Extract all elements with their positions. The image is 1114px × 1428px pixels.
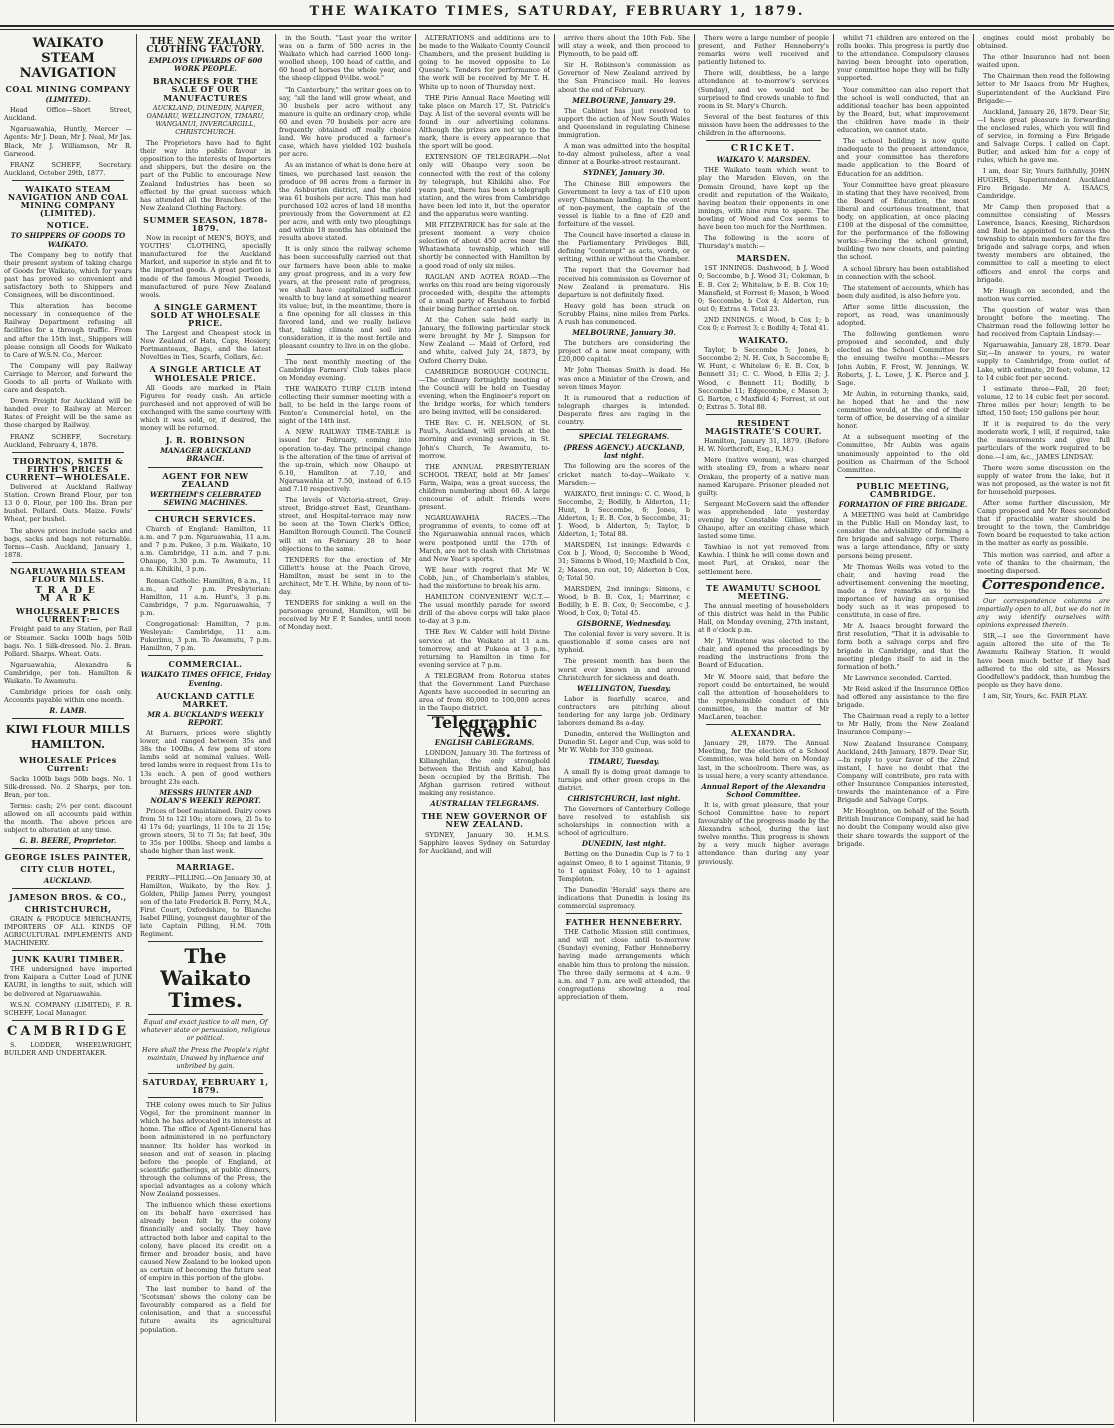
telegram-text: Mr John Thomas Smith is dead. He was once a Minister of the Crown, and seven times Mayor. bbox=[558, 366, 690, 391]
telegram-text: arrive there about the 10th Feb. She will stay a week, and then proceed to Plymouth, to be paid off. bbox=[558, 34, 690, 59]
telegram-text: The Governors of Canterbury College have resolved to establish six scholarships in connection with a school of agriculture. bbox=[558, 804, 690, 838]
article-text: Mr W. Moore said, that before the report could be entertained, he would call the attention of householders to the reprehensible conduct of this committee, in the matter of Mr MacLaren, teacher. bbox=[698, 672, 829, 722]
score-text: 1ST INNINGS. Dashwood, b J. Wood 0; Seccombe, b J. Wood 31; Coleman, b E. B. Cox 2; Whitelaw, b E. B. Cox 10; Mansfield, st Forrest 6; Mason, b Wood 0; Seccombe, b Cox 4; Alderton, run out 0; Extras 4. Total 23. bbox=[698, 264, 829, 313]
separator bbox=[12, 562, 124, 563]
column-5 bbox=[558, 34, 690, 1422]
separator bbox=[12, 888, 124, 889]
telegram-text: The colonial fever is very severe. It is questionable if some cases are not typhoid. bbox=[558, 630, 690, 655]
ad-heading: THE NEW ZEALAND CLOTHING FACTORY. bbox=[146, 37, 265, 56]
ad-heading: A SINGLE ARTICLE AT WHOLESALE PRICE. bbox=[149, 364, 262, 383]
news-item: CAMBRIDGE BOROUGH COUNCIL.—The ordinary fortnightly meeting of the Council will be held on Tuesday evening, when the Engineer's report on the bridge works, for which tenders are being invited, will be considered. bbox=[419, 367, 550, 417]
dateline: MELBOURNE, January 29. bbox=[572, 95, 676, 105]
article-text: Your Committee have great pleasure in stating that they have received, from the Board of Education, the most liberal and courteous treatment, that body, on application, at once placing £100 at the disposal of the committee, for the performance of the following works:—Fencing the school ground, building two new closets, and painting the school. bbox=[837, 180, 969, 262]
ad-text: Cambridge prices for cash only. Accounts payable within one month. bbox=[4, 688, 132, 705]
ad-text: The Proprietors have had to fight their way into public favour in opposition to the interests of Importers and shippers, but the desire on the part of the Public to encourage New Zealand Industries has been so effected by the great success which has attended all the Branches of the New Zealand Clothing Factory. bbox=[140, 139, 271, 212]
section-subheading: WAIKATO V. MARSDEN. bbox=[716, 155, 811, 165]
article-text: There were a large number of people present, and Father Henneberry's remarks were well received and patiently listened to. bbox=[698, 34, 829, 67]
article-text: THE Catholic Mission still continues, and will not close until to-morrow (Sunday) evening, Father Henneberry having made arrangements which enable him thus to prolong the mission. The three daily sermons at 4 a.m. 9 a.m. and 7 p.m. are well attended, the congregations showing a real appreciation of them. bbox=[558, 928, 690, 1001]
section-subheading: SPECIAL TELEGRAMS. bbox=[578, 432, 670, 442]
telegram-text: Dunedin, entered the Wellington and Dunedin St. Leger and Cup, was sold to Mr W. Webb for 350 guineas. bbox=[558, 730, 690, 755]
telegram-text: LONDON, January 30. The fortress of Killanghilan, the only stronghold between the British and Kabul, has been occupied by the British. The Afghan garrison retired without making any resistance. bbox=[419, 748, 550, 798]
masthead-rule bbox=[0, 25, 1114, 27]
news-item: TENDERS for the erection of Mr Gillett's house at the Peach Grove, Hamilton, must be sent in to the architect, Mr T. H. White, by noon of to-day. bbox=[279, 555, 411, 597]
column-8 bbox=[977, 34, 1110, 1422]
separator bbox=[12, 1020, 124, 1021]
separator bbox=[706, 724, 821, 725]
article-text: Mr Thomas Wells was voted to the chair, and having read the advertisement convening the meeting, made a few remarks as to the importance of having an organised body such as it was proposed to constitute, in case of fire. bbox=[837, 562, 969, 620]
editorial-text: As an instance of what is done here at times, we purchased last season the produce of 98 acres from a farmer in the Ashburton district, and the yield was 61 bushels per acre. This man had purchased 102 acres of land 18 months previously from the Government at £2 per acre, and with only two ploughings and within 18 months has obtained the results above stated. bbox=[279, 161, 411, 243]
ad-heading: WHOLESALE PRICES CURRENT:— bbox=[15, 606, 121, 625]
separator bbox=[12, 452, 124, 453]
motto: Equal and exact justice to all men, Of whatever state or persuasion, religious or political. bbox=[140, 1018, 271, 1043]
separator bbox=[566, 913, 682, 914]
news-item: The next monthly meeting of the Cambridge Farmers' Club takes place on Monday evening. bbox=[279, 357, 411, 382]
article-text: Sergeant McGovern said the offender was apprehended late yesterday evening by Constable Gillies, near Ohaupo, after an exciting chase which lasted some time. bbox=[698, 499, 829, 541]
article-text: The following gentlemen were proposed and seconded, and duly elected as the School Committee for the ensuing twelve months:—Messrs John Aubin, F. Frost, W. Jennings, W. Roberts, J. L. Lowe, J. K. Pierce and J. Sage. bbox=[837, 330, 969, 387]
news-item: RAGLAN AND AOTEA ROAD.—The works on this road are being vigorously proceeded with, despite the attempts of a small party of Hauhaus to forbid their being further carried on. bbox=[419, 272, 550, 313]
article-text: January 29, 1879. The Annual Meeting, for the election of a School Committee, was held here on Monday last, in the schoolroom. There was, as is usual here, a very scanty attendance. bbox=[698, 739, 829, 780]
ad-heading: AGENT FOR NEW ZEALAND bbox=[162, 470, 249, 489]
ad-heading: KIWI FLOUR MILLS HAMILTON. bbox=[5, 723, 131, 752]
section-title: Telegraphic News. bbox=[431, 713, 538, 741]
dateline: SATURDAY, FEBRUARY 1, 1879. bbox=[142, 1076, 269, 1095]
article-text: Roman Catholic: Hamilton, 8 a.m., 11 a.m., and 7 p.m. Presbyterian: Hamilton, 11 a.m. Hunt's, 3 p.m. Cambridge, 7 p.m. Ngaruawahia, 7 p.m. bbox=[140, 576, 271, 617]
article-text: PERRY—PILLING.—On January 30, at Hamilton, Waikato, by the Rev. J. Golden, Philip James Perry, youngest son of the late Frederick B. Perry, M.A., First Court, Oxfordshire, to Blanche Isabel Pilling, youngest daughter of the late Captain Pilling, H.M. 70th Regiment. bbox=[140, 873, 271, 939]
ad-text: Terms: cash; 2½ per cent. discount allowed on all accounts paid within the month. The above prices are subject to alteration at any time. bbox=[4, 801, 132, 835]
article-text: The question of water was then brought before the meeting. The Chairman read the following letter he had received from Captain Lindsay:— bbox=[977, 305, 1110, 339]
newspaper-title: The Waikato Times. bbox=[160, 944, 251, 1013]
ad-text: FRANZ SCHEFF, Secretary. Auckland, February 4, 1878. bbox=[4, 432, 132, 449]
section-heading: AUCKLAND CATTLE MARKET. bbox=[156, 690, 255, 709]
article-text: After some little discussion, the report, as read, was unanimously adopted. bbox=[837, 302, 969, 328]
telegram-text: The following are the scores of the cricket match to-day—Waikato v. Marsden:— bbox=[558, 462, 690, 487]
article-text: engines could most probably be obtained. bbox=[977, 34, 1110, 51]
ad-text: This alteration has become necessary in consequence of the Railway Department refusing all facilities for a through traffic. From and after the 15th inst., Shippers will please consign all Goods for Waikato to Care of W.S.N. Co., Mercer. bbox=[4, 302, 132, 359]
ad-heading: WAIKATO STEAM NAVIGATION AND COAL MINING COMPANY (LIMITED). bbox=[7, 183, 129, 219]
article-text: It is, with great pleasure, that your School Committee have to report favourably of the progress made by the Alexandra school, during the last twelve months. This progress is shown by a very much higher average attendance than during any year previously. bbox=[698, 800, 829, 866]
disclaimer: Our correspondence columns are impartially open to all, but we do not in any way identify ourselves with opinions expressed therein. bbox=[977, 596, 1110, 630]
dateline: CHRISTCHURCH, last night. bbox=[567, 793, 681, 803]
news-item: A NEW RAILWAY TIME-TABLE is issued for February, coming into operation to-day. The principal change is the alteration of the time of arrival of the up-train, which now Ohaupo at 6.10, Hamilton at 7.10, and Ngaruawahia at 7.50, instead of 6.15 and 7.10 respectively. bbox=[279, 428, 411, 493]
section-heading: CHURCH SERVICES. bbox=[154, 513, 257, 524]
ad-text: FRANZ SCHEFF, Secretary. Auckland, October 29th, 1877. bbox=[4, 160, 132, 177]
column-6 bbox=[698, 34, 829, 1422]
article-text: If it is required to do the very moderate work, I will, if required, take the measurements and give full particulars of the work required to be done.—I am, &c., JAMES LINDSAY. bbox=[977, 420, 1110, 461]
news-item: ALTERATIONS and additions are to be made to the Waikato County Council Chambers, and the present building is going to be moved opposite to Le Quesne's. Tenders for performance of the work will be received by Mr T. H. White up to noon of Thursday next. bbox=[419, 34, 550, 91]
ad-heading: JUNK KAURI TIMBER. bbox=[12, 954, 124, 965]
ad-heading: NGARUAWAHIA STEAM FLOUR MILLS. bbox=[10, 565, 126, 584]
editorial-text: It is only since the railway scheme has been successfully carried out that our farmers have been able to make any great progress, and in a very few years, at the present rate of progress, we shall have capitalized sufficient wealth to buy land at something nearer its value; but, in the meantime, there is a fine opening for all classes in this favored land, and we really believe that, taking climate and soil into consideration, it is the most fertile and pleasant country to live in on the globe. bbox=[279, 245, 411, 351]
ad-text: Sacks 100lb bags 50lb bags. No. 1 Silk-dressed. No. 2 Sharps, per ton. Bran, per ton. bbox=[4, 774, 132, 799]
column-1 bbox=[4, 34, 132, 1422]
news-item: TENDERS for sinking a well on the parsonage ground, Hamilton, will be received by Mr F. P. Sandes, until noon of Monday next. bbox=[279, 599, 411, 632]
editorial-text: THE colony owes much to Sir Julius Vogel, for the prominent manner in which he has advocated its interests at home. The office of Agent-General has been administered in no perfunctory manner. Its holder has worked in season and out of season in placing before the people of England, at scientific gatherings, at public dinners, through the columns of the Press, the special advantages as a colony which New Zealand possesses. bbox=[140, 1101, 271, 1199]
column-4 bbox=[419, 34, 550, 1422]
separator bbox=[12, 848, 124, 849]
ad-text: The above prices include sacks and bags, sacks and bags not returnable. Terms—Cash. Auckland, January 1, 1878. bbox=[4, 526, 132, 559]
telegram-text: SYDNEY, January 30. H.M.S. Sapphire leaves Sydney on Saturday for Auckland, and will bbox=[419, 830, 550, 855]
bottom-rule bbox=[0, 1424, 1114, 1425]
column-divider bbox=[415, 34, 416, 1422]
article-text: There were some discussion on the supply of water from the lake, but it was not proposed, as the water is not fit for household purposes. bbox=[977, 463, 1110, 496]
article-text: whilst 71 children are entered on the rolls books. This progress is partly due to the attendance. Compulsory clauses having been brought into operation, your committee hope they will be fully supported. bbox=[837, 34, 969, 83]
article-text: Mr Hough on seconded, and the motion was carried. bbox=[977, 286, 1110, 303]
score-text: Taylor, b Seccombe 5; Jones, b Seccombe 2; N. H. Cox, b Seccombe 8; W. Hunt, c Whitelaw 6; E. B. Cox, b Bennett 31; C. C. Wood, b Ellis 2; J. Wood, c Bennett 11; Bodilly, b Seccombe 11; Edgecombe, c Mason 3; G. Barton, c Maxfield 4; Forrest, st out 0; Extras 5. Total 88. bbox=[698, 346, 829, 411]
section-heading: ALEXANDRA. bbox=[731, 728, 796, 739]
article-text: There will, doubtless, be a large attendance at to-morrow's services (Sunday), and we would not be surprised to find crowds unable to find room in St. Mary's Church. bbox=[698, 69, 829, 110]
telegram-text: The present month has been the worst ever known in and around Christchurch for sickness and death. bbox=[558, 657, 690, 682]
column-2 bbox=[140, 34, 271, 1422]
ad-heading: NOTICE. bbox=[46, 220, 90, 231]
section-subheading: Annual Report of the Alexandra School Committee. bbox=[701, 781, 826, 799]
article-text: I am, dear Sir, Yours faithfully, JOHN HUGHES, Superintendent Auckland Fire Brigade. Mr A. ISAACS, Cambridge. bbox=[977, 167, 1110, 200]
telegram-text: MARSDEN, 1st innings: Edwards c Cox b J. Wood, 0; Seccombe b Wood, 31; Simons b Wood, 10; Maxfield b Cox, 2; Mason, run out, 10; Alderton b Cox, 0; Total 50. bbox=[558, 541, 690, 582]
telegram-text: Sir H. Robinson's commission as Governor of New Zealand arrived by the San Francisco mail. He leaves about the end of February. bbox=[558, 61, 690, 94]
separator bbox=[566, 429, 682, 430]
separator bbox=[845, 477, 961, 478]
ad-subheading: WERTHEIM'S CELEBRATED SEWING MACHINES. bbox=[149, 489, 262, 507]
ad-text: The Company beg to notify that their present system of taking charge of Goods for Waikato, which for years past has proved so convenient and satisfactory both to Shippers and Consignees, will be discontinued. bbox=[4, 250, 132, 300]
ad-subheading: MANAGER AUCKLAND BRANCH. bbox=[160, 446, 251, 464]
article-text: The annual meeting of householders of this district was held in the Public Hall, on Monday evening, 27th instant, at 8 o'clock p.m. bbox=[698, 601, 829, 635]
article-text: Tawhiao is not yet removed from Kawhia. I think he will come down and meet Parl, at Orakei, near the settlement here. bbox=[698, 543, 829, 576]
ad-heading: COAL MINING COMPANY bbox=[5, 84, 131, 94]
column-divider bbox=[694, 34, 695, 1422]
article-text: A MEETING was held at Cambridge in the Public Hall on Monday last, to consider the advisability of forming a fire brigade and salvage corps. There was a large attendance, fifty or sixty persons being present. bbox=[837, 511, 969, 560]
ad-subheading: AUCKLAND. bbox=[43, 875, 93, 885]
news-item: The levels of Victoria-street, Grey-street, Bridge-street East, Grantham-street, and Hospital-terrace may now be seen at the Town Clerk's Office, Hamilton Borough Council. The Council will sit on February 28 to hear objections to the same. bbox=[279, 496, 411, 553]
article-text: Church of England: Hamilton, 11 a.m. and 7 p.m. Ngaruawahia, 11 a.m. and 7 p.m. Pukeo, 3 p.m. Waikato, 10 a.m. Cambridge, 11 a.m. and 7 p.m. Ohaupo, 3.30 p.m. Te Awamutu, 11 a.m. Kihikihi, 3 p.m. bbox=[140, 524, 271, 574]
ad-heading: THORNTON, SMITH & FIRTH'S PRICES CURRENT—WHOLESALE. bbox=[5, 455, 131, 482]
letter-text: I am, Sir, Yours, &c. FAIR PLAY. bbox=[983, 691, 1088, 700]
article-text: Mere (native woman), was charged with stealing £9, from a whare near Orakau, the property of a native man named Karupare. Prisoner pleaded not guilty. bbox=[698, 456, 829, 497]
ad-text: Now in receipt of MEN'S, BOYS, and YOUTHS' CLOTHING, specially manufactured for the Auckland Market, and superior in style and fit to the imported goods. A great portion is made of the famous Mosgiel Tweeds, manufactured of pure New Zealand wools. bbox=[140, 234, 271, 299]
ad-text: The Company will pay Railway Carriage to Mercer, and forward the Goods to all ports of Waikato with care and despatch. bbox=[4, 361, 132, 395]
dateline: GISBORNE, Wednesday. bbox=[576, 619, 672, 629]
section-subheading: AUSTRALIAN TELEGRAMS. bbox=[430, 799, 539, 809]
dateline: WELLINGTON, Tuesday. bbox=[576, 683, 671, 693]
editorial-text: "In Canterbury," the writer goes on to say, "all the land will grow wheat, and 30 bushels per acre without any manure is quite an ordinary crop, while 60 and even 70 bushels per acre are frequently obtained off really choice land. We have produced a farmer's case, which have yielded 102 bushels per acre. bbox=[279, 85, 411, 159]
separator bbox=[287, 354, 403, 355]
editorial-text: The influence which these exertions on its behalf have exercised has already been felt by the colony financially and socially. They have attracted both labor and capital to the colony, have placed its credit on a firmer and broader basis, and have caused New Zealand to be looked upon as certain of becoming the future seat of empire in this portion of the globe. bbox=[140, 1201, 271, 1282]
separator bbox=[12, 718, 124, 719]
news-item: EXTENSION OF TELEGRAPH.—Not only will Ohaupo very soon be connected with the rest of the colony by telegraph, but Kihikihi also. For years past, there has been a telegraph station, and the wires from Cambridge have been led into it, but the operator and the apparatus were wanting. bbox=[419, 153, 550, 218]
telegram-text: It is rumoured that a reduction of telegraph charges is intended. Desperate fires are raging in the country. bbox=[558, 393, 690, 427]
ad-subheading: (LIMITED). bbox=[45, 95, 91, 105]
ad-heading: CITY CLUB HOTEL, bbox=[20, 864, 116, 875]
column-divider bbox=[833, 34, 834, 1422]
ad-text: Ngaruawahia, Huntly, Mercer — Agents: Mr J. Dean, Mr J. Neal, Mr Jas. Black, Mr J. Williamson, Mr R. Garwood. bbox=[4, 125, 132, 158]
separator bbox=[148, 655, 263, 656]
article-text: Several of the best features of this mission have been the addresses to the children in the afternoons. bbox=[698, 112, 829, 138]
ad-heading: JAMESON BROS. & CO., bbox=[9, 891, 127, 902]
section-title: Correspondence. bbox=[981, 577, 1106, 593]
ad-text: Head Office—Short Street, Auckland. bbox=[4, 106, 132, 123]
separator bbox=[706, 414, 821, 415]
section-subheading: MESSRS HUNTER AND NOLAN'S WEEKLY REPORT. bbox=[150, 787, 261, 805]
motto: Here shall the Press the People's right maintain, Unawed by influence and unbribed by gain. bbox=[142, 1045, 269, 1070]
article-text: Auckland, January 26, 1879. Dear Sir,—I have great pleasure in forwarding the enclosed rules, which you will find of service, in forming a Fire Brigade and Salvage Corps. I called on Capt. Butler, and asked him for a copy of rules, which he gave me. bbox=[977, 107, 1110, 165]
ad-text: W.S.N. COMPANY (LIMITED), F. R. SCHEFF, Local Manager. bbox=[4, 1000, 132, 1017]
article-text: Mr Houghton, on behalf of the South British Insurance Company, said he had no doubt the Company would also give their share towards the support of the brigade. bbox=[837, 807, 969, 848]
section-heading: FATHER HENNEBERRY. bbox=[565, 917, 683, 928]
news-item: A TELEGRAM from Rotorua states that the Government Land Purchase Agents have succeeded in securing an area of from 80,000 to 100,000 acres in the Taupo district. bbox=[419, 671, 550, 713]
score-heading: MARSDEN. bbox=[736, 253, 791, 264]
trade-mark: TRADE MARK bbox=[35, 586, 101, 605]
telegram-text: MARSDEN, 2nd innings: Simons, c Wood, b B. B. Cox, 1; Marriner, c Bodilly, b E. B. Cox, 0; Seccombe, c J. Wood, b Cox, 0; Total 45. bbox=[558, 584, 690, 617]
article-text: The statement of accounts, which has been duly audited, is also before you. bbox=[837, 283, 969, 300]
ad-heading: J. R. ROBINSON bbox=[165, 435, 246, 446]
masthead-rule-thin bbox=[0, 29, 1114, 30]
column-divider bbox=[973, 34, 974, 1422]
telegram-text: Labor is fearfully scarce, and contractors are pitching about tendering for any large job. Ordinary laborers demand 8s a-day. bbox=[558, 694, 690, 728]
ad-heading: CAMBRIDGE bbox=[7, 1023, 129, 1039]
news-item: At the Cohen sale held early in January, the following particular stock were brought by Mr J. Simpson for New Zealand — Maid of Orford, red and white, calved July 24, 1873, by Oxford Cherry Duke. bbox=[419, 316, 550, 365]
separator bbox=[148, 1073, 263, 1074]
telegram-text: The Cabinet has just resolved to support the action of New South Wales and Queensland in regulating Chinese immigration. bbox=[558, 106, 690, 140]
telegram-text: The butchers are considering the project of a new meat company, with £20,000 capital. bbox=[558, 339, 690, 364]
section-heading: CRICKET. bbox=[730, 144, 797, 155]
article-text: Ngaruawahia, January 28, 1879. Dear Sir,—In answer to yours, re water supply to Cambridge, from outlet of Lake, with estimate, 20 feet; volume, 12 to 14 cubic feet per second. bbox=[977, 341, 1110, 382]
article-text: The other Insurance had not been waited upon. bbox=[977, 53, 1110, 70]
ad-text: Ngaruawahia, Alexandra & Cambridge, per ton. Hamilton & Waikato. Te Awamutu. bbox=[4, 660, 132, 685]
dateline: (PRESS AGENCY.) AUCKLAND, last night. bbox=[563, 443, 685, 461]
separator bbox=[12, 180, 124, 181]
column-divider bbox=[136, 34, 137, 1422]
score-text: 2ND INNINGS. c Wood, b Cox 1; b Cox 0; c Forrest 3; c Bodilly 4; Total 41. bbox=[698, 315, 829, 332]
article-text: At a subsequent meeting of the Committee, Mr Aubin was again unanimously appointed to the old position as Chairman of the School Committee. bbox=[837, 433, 969, 474]
separator bbox=[148, 1014, 263, 1015]
separator bbox=[148, 510, 263, 511]
separator bbox=[706, 579, 821, 580]
news-item: THE Rev. C. H. NELSON, of St. Paul's, Auckland, will preach at the morning and evening services, in St. John's Church, Te Awamutu, to-morrow. bbox=[419, 419, 550, 460]
editorial-text: The last number to hand of the 'Scotsman' shows the colony can be favourably compared as a field for colonisation, and that a successful future awaits its agricultural population. bbox=[140, 1285, 271, 1334]
telegram-text: Betting on the Dunedin Cup is 7 to 1 against Omeo, 8 to 1 against Titania, 9 to 1 against Foley, 10 to 1 against Templeton. bbox=[558, 850, 690, 883]
article-text: This motion was carried, and after a vote of thanks to the chairman, the meeting dispersed. bbox=[977, 550, 1110, 575]
article-text: Mr A. Isaacs brought forward the first resolution, "That it is advisable to form both a salvage corps and fire brigade in Cambridge, and that the meeting pledge itself to aid in the formation of both." bbox=[837, 622, 969, 671]
ad-heading: GEORGE ISLES PAINTER, bbox=[4, 852, 132, 863]
ad-text: S. LODDER, WHEELWRIGHT, BUILDER AND UNDERTAKER. bbox=[4, 1040, 132, 1057]
ad-subheading: EMPLOYS UPWARDS OF 600 WORK PEOPLE. bbox=[148, 56, 263, 74]
ad-text: Down Freight for Auckland will be handed over to Railway at Mercer. Rates of Freight will be the same as those charged by Railway. bbox=[4, 397, 132, 430]
article-text: The school building is now quite inadequate to the present attendance, and your committee has therefore made application to the Board of Education for an addition. bbox=[837, 137, 969, 178]
article-text: Prices of beef maintained. Dairy cows from 5l to 12l 10s; store cows, 2l 5s to 4l 17s 6d; yearlings, 1l 10s to 2l 15s; grown steers, 5l to 7l 5s; fat beef, 30s to 35s per 100lbs. Sheep and lambs a shade higher than last week. bbox=[140, 806, 271, 856]
section-heading: THE NEW GOVERNOR OF NEW ZEALAND. bbox=[421, 811, 548, 830]
section-heading: TE AWAMUTU SCHOOL MEETING. bbox=[706, 582, 821, 601]
article-text: Mr Lawrence seconded. Carried. bbox=[843, 673, 952, 682]
editorial-text: in the South. "Last year the writer was on a farm of 500 acres in the Waikato which had carried 1600 long-woolled sheep, 100 head of cattle, and 60 head of horses the whole year, and the sheep clipped 9½lbs. wool." bbox=[279, 34, 411, 83]
ad-heading: CHRISTCHURCH, bbox=[24, 903, 112, 914]
article-text: New Zealand Insurance Company, Auckland, 24th January, 1879. Dear Sir,—In reply to your favor of the 22nd instant, I have no doubt that the Company will contribute, pro rata with other Insurance Companies interested, towards the maintenance of a Fire Brigade and Salvage Corps. bbox=[837, 739, 969, 805]
article-text: Hamilton, January 31, 1879. (Before H. W. Northcroft, Esq., R.M.) bbox=[698, 437, 829, 454]
article-text: Mr J. Winstone was elected to the chair, and opened the proceedings by reading the instructions from the Board of Education. bbox=[698, 637, 829, 670]
column-divider bbox=[554, 34, 555, 1422]
ad-signature: G. B. BEERE, Proprietor. bbox=[19, 836, 117, 846]
dateline: SYDNEY, January 30. bbox=[583, 168, 665, 178]
ad-heading: WHOLESALE Prices Current: bbox=[19, 755, 117, 774]
news-item: THE WAIKATO TURF CLUB intend collecting their summer meeting with a ball, to be held in the large room of Fenton's Commercial hotel, on the night of the 14th inst. bbox=[279, 384, 411, 426]
column-7 bbox=[837, 34, 969, 1422]
article-text: After some further discussion, Mr Camp proposed and Mr Rees seconded that if practicable water should be brought to the town, the Cambridge Town board be requested to take action in the matter as early as possible. bbox=[977, 498, 1110, 548]
separator bbox=[148, 467, 263, 468]
article-text: Mr Aubin, in returning thanks, said, he hoped that he and the new committee would, at the end of their term of office, be deserving of a similar honor. bbox=[837, 389, 969, 431]
dateline: DUNEDIN, last night. bbox=[581, 839, 667, 849]
ad-heading: A SINGLE GARMENT SOLD AT WHOLESALE PRICE. bbox=[150, 301, 261, 328]
separator bbox=[985, 593, 1102, 594]
letter-text: SIR,—I see the Government have again altered the site of the Te Awamutu Railway Station. It would have been much better if they had adhered to the old site, as Messrs Goodfellow's paddock, than humbug the people as they have done. bbox=[977, 632, 1110, 689]
separator bbox=[706, 140, 821, 141]
article-text: Mr Reid asked if the Insurance Office had offered any assistance to the fire brigade. bbox=[837, 684, 969, 710]
article-text: THE Waikato team which went to play the Marsden Eleven, on the Domain Ground, have kept up the credit and reputation of the Waikato, having beaten their opponents in one innings, with nine runs to spare. The bowling of Wood and Cox seems to have been too much for the Northmen. bbox=[698, 166, 829, 231]
telegram-text: A man was admitted into the hospital to-day almost pulseless, after a veal dinner at a Bourke-street restaurant. bbox=[558, 142, 690, 167]
telegram-text: WAIKATO, first innings: C. C. Wood, b Seccombe, 2; Bodilly, b Alderton, 11; Hunt, b Seccombe, 6; Jones, b Alderton, 1; E. B. Cox, b Seccombe, 31; J. Wood, b Alderton, 5; Taylor, b Alderton, 1; Total 88. bbox=[558, 489, 690, 539]
section-subheading: ENGLISH CABLEGRAMS. bbox=[434, 737, 535, 747]
ad-text: All Goods are marked in Plain Figures for ready cash. An article purchased and not approved of will be exchanged with the same courtesy with which it was sold, or, if desired, the money will be returned. bbox=[140, 383, 271, 433]
ad-heading: SUMMER SEASON, 1878-1879. bbox=[143, 214, 268, 233]
section-heading: PUBLIC MEETING, CAMBRIDGE. bbox=[856, 480, 950, 499]
telegram-text: A small fly is doing great damage to turnips and other green crops in the district. bbox=[558, 767, 690, 792]
ad-text: Delivered at Auckland Railway Station. Crown Brand Flour, per ton 13 0 0. Flour, per 100 lbs. Bran per bushel. Pollard. Oats. Maize. Fowls' Wheat, per bushel. bbox=[4, 483, 132, 524]
separator bbox=[148, 858, 263, 859]
news-item: HAMILTON CONVENIENT W.C.T.—The usual monthly parade for sword drill of the above corps will take place to-day at 3 p.m. bbox=[419, 593, 550, 626]
telegram-text: Heavy gold has been struck on Scrubby Plains, nine miles from Parks. A rush has commenced. bbox=[558, 301, 690, 326]
column-3 bbox=[279, 34, 411, 1422]
article-text: I estimate three—Fall, 20 feet; volume, 12 to 14 cubic feet per second. Three miles per hour; length to be lifted, 150 feet; 150 gallons per hour. bbox=[977, 384, 1110, 418]
ad-text: AUCKLAND, DUNEDIN, NAPIER, OAMARU, WELLINGTON, TIMARU, WANGANUI, INVERCARGILL, CHRISTCHURCH. bbox=[146, 103, 265, 136]
news-item: WE hear with regret that Mr W. Cobb, jun., of Chamberlain's stables, had the misfortune to break his arm. bbox=[419, 565, 550, 590]
ad-subheading: TO SHIPPERS OF GOODS TO WAIKATO. bbox=[10, 231, 126, 249]
telegram-text: The report that the Governor had received his commission as Governor of New Zealand is premature. His departure is not definitely fixed. bbox=[558, 266, 690, 299]
ad-text: Freight paid to any Station, per Rail or Steamer. Sacks 100lb bags 50lb bags. No. 1 Silk-dressed. No. 2. Bran. Pollard. Sharps. Wheat. Oats. bbox=[4, 625, 132, 658]
telegram-text: The Council have inserted a clause in the Parliamentary Privileges Bill, defining "contempt" as acts, words, or writing, within or without the Chamber. bbox=[558, 231, 690, 264]
section-heading: COMMERCIAL. bbox=[168, 659, 243, 670]
news-item: NGARUAWAHIA RACES.—The programme of events, to come off at the Ngaruawahia annual races, which were postponed until the 17th of March, are not to clash with Christmas and New Year's sports. bbox=[419, 514, 550, 563]
article-text: The Chairman then read the following letter to Mr Isaacs from Mr Hughes, Superintendent of the Auckland Fire Brigade:— bbox=[977, 72, 1110, 105]
ad-text: GRAIN & PRODUCE MERCHANTS, IMPORTERS OF ALL KINDS OF AGRICULTURAL IMPLEMENTS AND MACHINERY. bbox=[4, 914, 132, 948]
article-text: Congregational: Hamilton, 7 p.m. Wesleyan: Cambridge, 11 a.m. Pukerimu, 3 p.m. To Awamutu, 7 p.m. Hamilton, 7 p.m. bbox=[140, 620, 271, 653]
telegram-text: The Chinese Bill empowers the Government to levy a tax of £10 upon every Chinaman landing. In the event of non-payment, the captain of the vessel is liable to a fine of £20 and forfeiture of the vessel. bbox=[558, 179, 690, 228]
ad-text: The Largest and Cheapest stock in New Zealand of Hats, Caps, Hosiery, Portmanteaux, Bags, and the latest Novelties in Ties, Scarfs, Collars, &c. bbox=[140, 329, 271, 362]
article-text: Your committee can also report that the school is well conducted, that an additional teacher has been appointed by the Board, but, what improvement the children have made in their education, we cannot state. bbox=[837, 85, 969, 135]
article-text: A school library has been established in connection with the school. bbox=[837, 264, 969, 281]
article-text: At Buruers, prices were slightly lower, and ranged between 35s and 38s the 100lbs. A few pens of store lambs sold at nominal values. Well-bred lambs were in request from 11s to 13s each. A pen of good wethers brought 23s each. bbox=[140, 729, 271, 786]
article-text: The Chairman read a reply to a letter to Mr Hally, from the New Zealand Insurance Company:— bbox=[837, 712, 969, 737]
page-masthead: THE WAIKATO TIMES, SATURDAY, FEBRUARY 1, 1879. bbox=[309, 4, 805, 19]
ad-text: THE undersigned have imported from Kaipara a Cutter Load of JUNK KAURI, in lengths to suit, which will be delivered at Ngaruawahia. bbox=[4, 965, 132, 998]
section-subheading: FORMATION OF FIRE BRIGADE. bbox=[838, 499, 968, 509]
news-item: THE Pirie Annual Race Meeting will take place on March 17, St. Patrick's Day. A list of the several events will be found in our advertising columns. Although the prizes are not up to the mark, there is every appearance that the sport will be good. bbox=[419, 93, 550, 151]
ad-signature: R. LAMB. bbox=[49, 706, 87, 716]
ad-heading: WAIKATO STEAM NAVIGATION bbox=[19, 36, 117, 81]
section-subheading: MR A. BUCKLAND'S WEEKLY REPORT. bbox=[147, 709, 264, 727]
section-heading: MARRIAGE. bbox=[176, 862, 235, 873]
section-subheading: WAIKATO TIMES OFFICE, Friday Evening. bbox=[140, 670, 271, 688]
news-item: THE ANNUAL PRESBYTERIAN SCHOOL TREAT, held at Mr James' Farm, Waipa, was a great success, the children numbering about 60. A large concourse of adult friends were present. bbox=[419, 462, 550, 512]
telegram-text: The Dunedin 'Herald' says there are indications that Dunedin is losing its commercial supremacy. bbox=[558, 885, 690, 910]
dateline: MELBOURNE, January 30. bbox=[572, 328, 676, 338]
article-text: Mr Camp then proposed that a committee consisting of Messrs Lawrence, Isaacs, Keesing, Richardson and Reid be appointed to canvass the township to obtain members for the fire brigade and salvage corps, and when twenty members are obtained, the committee to call a meeting to elect officers and enrol the corps and brigade. bbox=[977, 202, 1110, 284]
column-divider bbox=[275, 34, 276, 1422]
news-item: THE Rev. W. Calder will hold Divine service at the Waikato at 11 a.m. tomorrow, and at Pukeoa at 3 p.m., returning to Hamilton in time for evening service at 7 p.m. bbox=[419, 628, 550, 669]
section-heading: RESIDENT MAGISTRATE'S COURT. bbox=[705, 417, 822, 437]
dateline: TIMARU, Tuesday. bbox=[588, 756, 660, 766]
score-heading: WAIKATO. bbox=[738, 335, 789, 346]
separator bbox=[148, 1097, 263, 1098]
ad-heading: BRANCHES FOR THE SALE OF OUR MANUFACTURES bbox=[152, 76, 259, 103]
separator bbox=[12, 950, 124, 951]
separator bbox=[148, 941, 263, 942]
news-item: MR FITZPATRICK has for sale at the present moment a very choice selection of about 450 acres near the Whatawhata township, which will shortly be connected with Hamilton by a good road of only six miles. bbox=[419, 221, 550, 270]
article-text: The following is the score of Thursday's match:— bbox=[698, 234, 829, 251]
